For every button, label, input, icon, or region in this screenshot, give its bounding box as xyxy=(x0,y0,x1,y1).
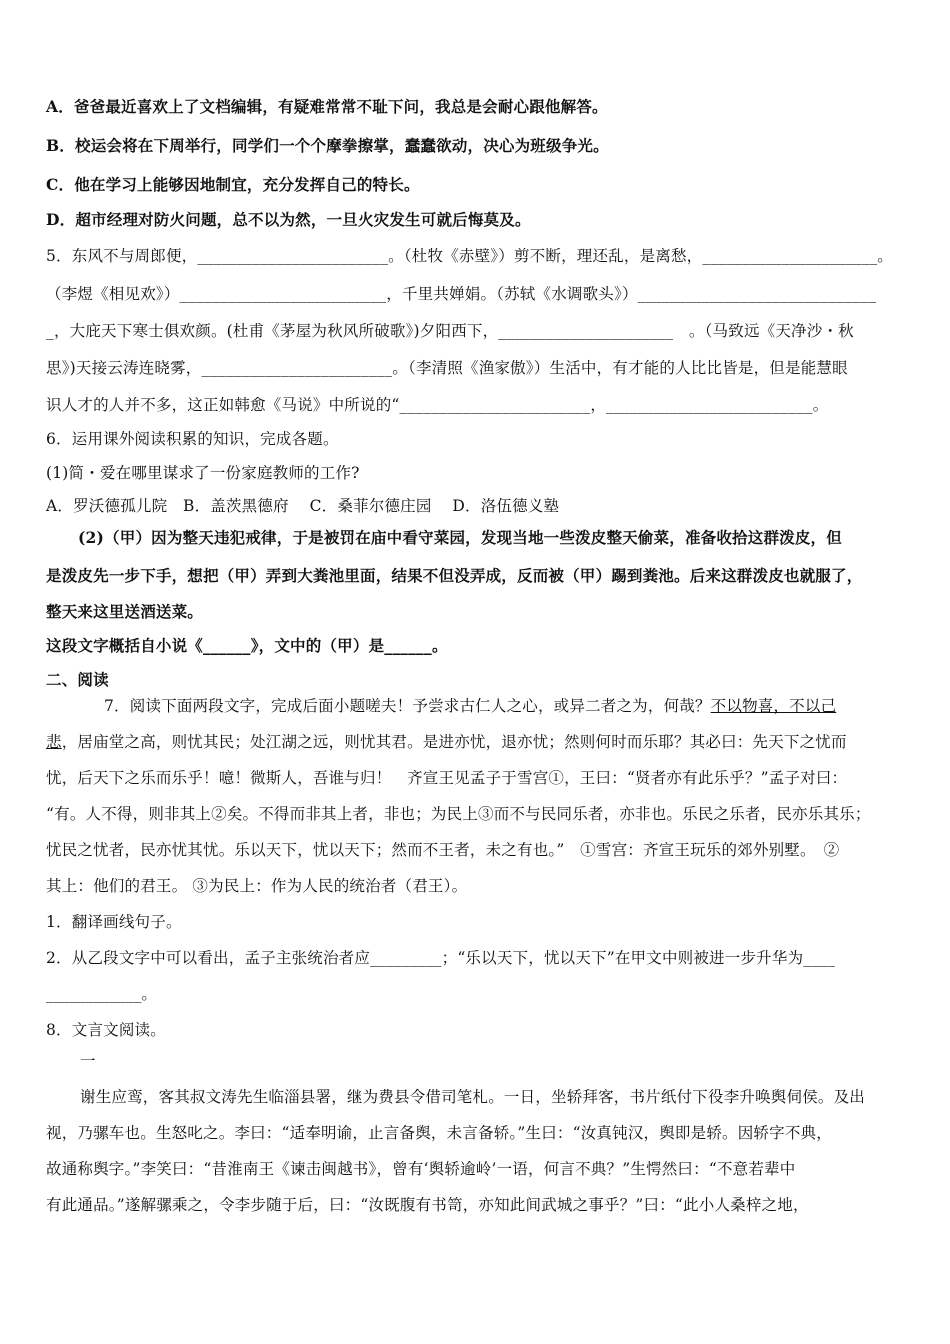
q8-title: 8．文言文阅读。 xyxy=(46,1021,166,1039)
q7-line-2-rest: ，居庙堂之高，则忧其民；处江湖之远，则忧其君。是进亦忧，退亦忧；然则何时而乐耶？其必曰：先天下之忧而 xyxy=(61,733,847,751)
q5-line-5: 识人才的人并不多，这正如韩愈《马说》中所说的“________________________，__________________________。 xyxy=(46,396,829,414)
q7-line-1-prefix: 7．阅读下面两段文字，完成后面小题嗟夫！予尝求古仁人之心，或异二者之为，何哉？ xyxy=(104,697,711,715)
q8-line-4: 有此通品。”遂解骡乘之，令李步随于后，曰：“汝既腹有书笥，亦知此间武城之事乎？”曰：“此小人桑梓之地， xyxy=(46,1196,809,1214)
q5-line-1: 5．东风不与周郎便，________________________。（杜牧《赤壁》）剪不断，理还乱，是离愁，______________________。 xyxy=(46,247,893,265)
q7-line-6: 其上：他们的君王。 ③为民上：作为人民的统治者（君王）。 xyxy=(46,877,468,895)
q8-line-3: 故通称舆字。”李笑曰：“昔淮南王《谏击闽越书》，曾有‘舆轿逾岭’一语，何言不典？”生愕然曰：“不意若辈中 xyxy=(46,1160,796,1178)
section-heading-reading: 二、阅读 xyxy=(46,670,109,689)
q6-sub1-options: A．罗沃德孤儿院 B．盖茨黑德府 C．桑菲尔德庄园 D．洛伍德义塾 xyxy=(46,497,560,515)
q4-option-c: C．他在学习上能够因地制宜，充分发挥自己的特长。 xyxy=(46,175,420,194)
q4-option-a: A．爸爸最近喜欢上了文档编辑，有疑难常常不耻下问，我总是会耐心跟他解答。 xyxy=(46,97,608,116)
q6-sub1-question: (1)简・爱在哪里谋求了一份家庭教师的工作? xyxy=(46,464,360,482)
q8-line-1: 谢生应鸾，客其叔文涛先生临淄县署，继为费县令借司笔札。一日，坐轿拜客，书片纸付下役李升唤舆伺侯。及出 xyxy=(80,1088,866,1106)
q7-underlined-sentence-part-1: 不以物喜，不以己 xyxy=(710,697,837,715)
q4-option-d: D．超市经理对防火问题，总不以为然，一旦火灾发生可就后悔莫及。 xyxy=(46,210,531,229)
q8-line-2: 视，乃骡车也。生怒叱之。李曰：“适奉明谕，止言备舆，未言备轿。”生曰：“汝真钝汉，舆即是轿。因轿字不典， xyxy=(46,1124,832,1142)
q6-sub2-prompt: 这段文字概括自小说《______》，文中的（甲）是______。 xyxy=(46,636,448,655)
q7-line-2 xyxy=(46,731,847,753)
q7-line-3: 忧，后天下之乐而乐乎！噫！微斯人，吾谁与归！ 齐宣王见孟子于雪宫①，王曰：“贤者亦有此乐乎？”孟子对曰： xyxy=(46,769,848,787)
q7-sub2-line-1: 2．从乙段文字中可以看出，孟子主张统治者应_________；“乐以天下，忧以天下”在甲文中则被进一步升华为____ xyxy=(46,949,836,967)
q6-sub2-line-1: (2)（甲）因为整天违犯戒律，于是被罚在庙中看守菜园，发现当地一些泼皮整天偷菜，准备收拾这群泼皮，但 xyxy=(78,528,842,547)
q6-sub2-line-2: 是泼皮先一步下手，想把（甲）弄到大粪池里面，结果不但没弄成，反而被（甲）踢到粪池。后来这群泼皮也就服了， xyxy=(46,566,863,585)
q7-line-4: “有。人不得，则非其上②矣。不得而非其上者，非也；为民上③而不与民同乐者，亦非也。乐民之乐者，民亦乐其乐； xyxy=(46,805,871,823)
q7-sub2-line-2: ____________。 xyxy=(46,985,158,1003)
q7-line-5: 忧民之忧者，民亦忧其忧。乐以天下，忧以天下；然而不王者，未之有也。” ①雪宫：齐宣王玩乐的郊外别墅。 ② xyxy=(46,841,840,859)
q4-option-b: B．校运会将在下周举行，同学们一个个摩拳擦掌，蠢蠢欲动，决心为班级争光。 xyxy=(46,136,609,155)
q7-underlined-sentence-part-2: 悲 xyxy=(46,733,62,751)
q6-title: 6．运用课外阅读积累的知识，完成各题。 xyxy=(46,430,339,448)
q7-line-1 xyxy=(104,695,836,717)
q5-line-2: （李煜《相见欢》）__________________________，千里共婵娟。（苏轼《水调歌头》）______________________________ xyxy=(46,285,877,303)
q8-part-marker: 一 xyxy=(80,1052,96,1070)
q5-line-4: 思》)天接云涛连晓雾，________________________。（李清照《渔家傲》）生活中，有才能的人比比皆是，但是能慧眼 xyxy=(46,359,848,377)
q5-line-3: _，大庇天下寒士俱欢颜。(杜甫《茅屋为秋风所破歌》)夕阳西下，______________________ 。（马致远《天净沙・秋 xyxy=(46,322,854,340)
q6-sub2-line-3: 整天来这里送酒送菜。 xyxy=(46,602,204,621)
q7-sub1: 1．翻译画线句子。 xyxy=(46,913,182,931)
